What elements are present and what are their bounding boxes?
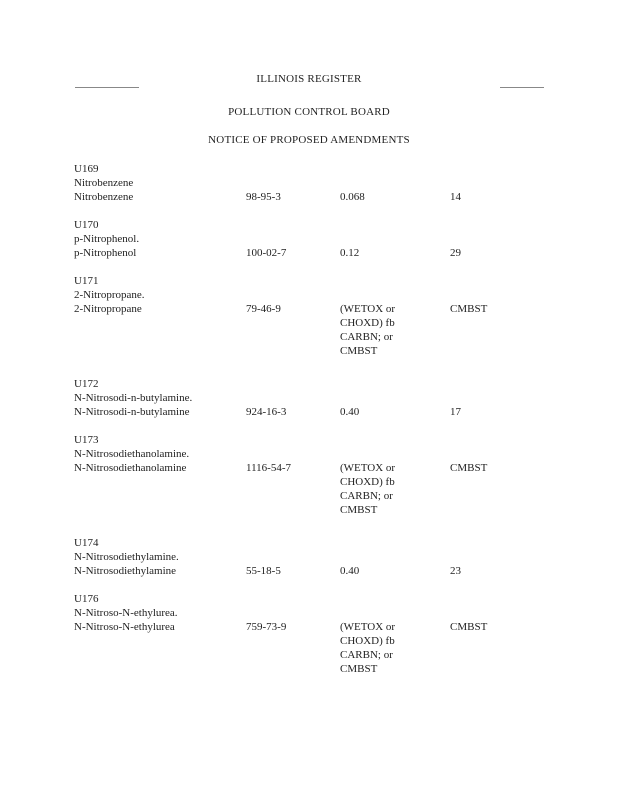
waste-synonym: 2-Nitropropane. <box>74 289 145 301</box>
waste-code: U173 <box>74 434 99 446</box>
notice-title: NOTICE OF PROPOSED AMENDMENTS <box>208 134 410 146</box>
wastewater-standard: (WETOX or <box>340 621 396 633</box>
waste-entry <box>74 433 554 517</box>
standard-continuation-row <box>74 634 554 648</box>
waste-synonym: N-Nitrosodiethylamine. <box>74 551 179 563</box>
nonwastewater-standard: 23 <box>450 565 461 577</box>
constituent-name: Nitrobenzene <box>74 191 134 203</box>
constituent-row <box>74 620 554 634</box>
standard-continuation: CHOXD) fb <box>340 476 395 488</box>
cas-number: 759-73-9 <box>246 621 287 633</box>
standard-continuation: CARBN; or <box>340 331 393 343</box>
waste-synonym: p-Nitrophenol. <box>74 233 140 245</box>
standard-continuation-row <box>74 489 554 503</box>
constituent-row <box>74 564 554 578</box>
standard-continuation: CARBN; or <box>340 490 393 502</box>
waste-code: U176 <box>74 593 99 605</box>
wastewater-standard: (WETOX or <box>340 462 396 474</box>
standard-continuation-row <box>74 475 554 489</box>
cas-number: 55-18-5 <box>246 565 281 577</box>
constituent-name: p-Nitrophenol <box>74 247 137 259</box>
constituent-name: 2-Nitropropane <box>74 303 142 315</box>
standard-continuation: CHOXD) fb <box>340 317 395 329</box>
wastewater-standard: 0.068 <box>340 191 365 203</box>
standard-continuation-row <box>74 648 554 662</box>
waste-entry <box>74 274 554 358</box>
cas-number: 924-16-3 <box>246 406 287 418</box>
nonwastewater-standard: 29 <box>450 247 461 259</box>
constituent-row <box>74 405 554 419</box>
constituent-row <box>74 190 554 204</box>
waste-synonym: N-Nitrosodiethanolamine. <box>74 448 190 460</box>
constituent-name: N-Nitroso-N-ethylurea <box>74 621 175 633</box>
waste-entries-list <box>74 162 554 695</box>
waste-entry <box>74 377 554 419</box>
header-rule-right <box>500 87 544 88</box>
cas-number: 98-95-3 <box>246 191 281 203</box>
standard-continuation-row <box>74 662 554 676</box>
constituent-row <box>74 246 554 260</box>
constituent-row <box>74 461 554 475</box>
waste-code: U172 <box>74 378 99 390</box>
standard-continuation-row <box>74 344 554 358</box>
nonwastewater-standard: CMBST <box>450 303 488 315</box>
wastewater-standard: 0.40 <box>340 565 360 577</box>
nonwastewater-standard: CMBST <box>450 621 488 633</box>
cas-number: 100-02-7 <box>246 247 287 259</box>
board-title: POLLUTION CONTROL BOARD <box>228 106 390 118</box>
waste-entry <box>74 536 554 578</box>
standard-continuation: CMBST <box>340 345 378 357</box>
waste-code: U171 <box>74 275 99 287</box>
waste-entry <box>74 218 554 260</box>
waste-synonym: N-Nitroso-N-ethylurea. <box>74 607 178 619</box>
constituent-name: N-Nitrosodiethanolamine <box>74 462 187 474</box>
waste-entry <box>74 592 554 676</box>
cas-number: 79-46-9 <box>246 303 281 315</box>
nonwastewater-standard: 17 <box>450 406 461 418</box>
constituent-row <box>74 302 554 316</box>
waste-synonym: Nitrobenzene <box>74 177 134 189</box>
standard-continuation: CMBST <box>340 504 378 516</box>
header-rule-left <box>75 87 139 88</box>
nonwastewater-standard: 14 <box>450 191 461 203</box>
standard-continuation: CHOXD) fb <box>340 635 395 647</box>
waste-code: U170 <box>74 219 99 231</box>
standard-continuation: CMBST <box>340 663 378 675</box>
wastewater-standard: 0.40 <box>340 406 360 418</box>
wastewater-standard: 0.12 <box>340 247 360 259</box>
standard-continuation-row <box>74 330 554 344</box>
constituent-name: N-Nitrosodi-n-butylamine <box>74 406 190 418</box>
register-title: ILLINOIS REGISTER <box>256 73 362 85</box>
standard-continuation-row <box>74 316 554 330</box>
nonwastewater-standard: CMBST <box>450 462 488 474</box>
waste-code: U174 <box>74 537 99 549</box>
standard-continuation: CARBN; or <box>340 649 393 661</box>
waste-code: U169 <box>74 163 99 175</box>
waste-entry <box>74 162 554 204</box>
wastewater-standard: (WETOX or <box>340 303 396 315</box>
constituent-name: N-Nitrosodiethylamine <box>74 565 177 577</box>
standard-continuation-row <box>74 503 554 517</box>
waste-synonym: N-Nitrosodi-n-butylamine. <box>74 392 193 404</box>
cas-number: 1116-54-7 <box>246 462 292 474</box>
